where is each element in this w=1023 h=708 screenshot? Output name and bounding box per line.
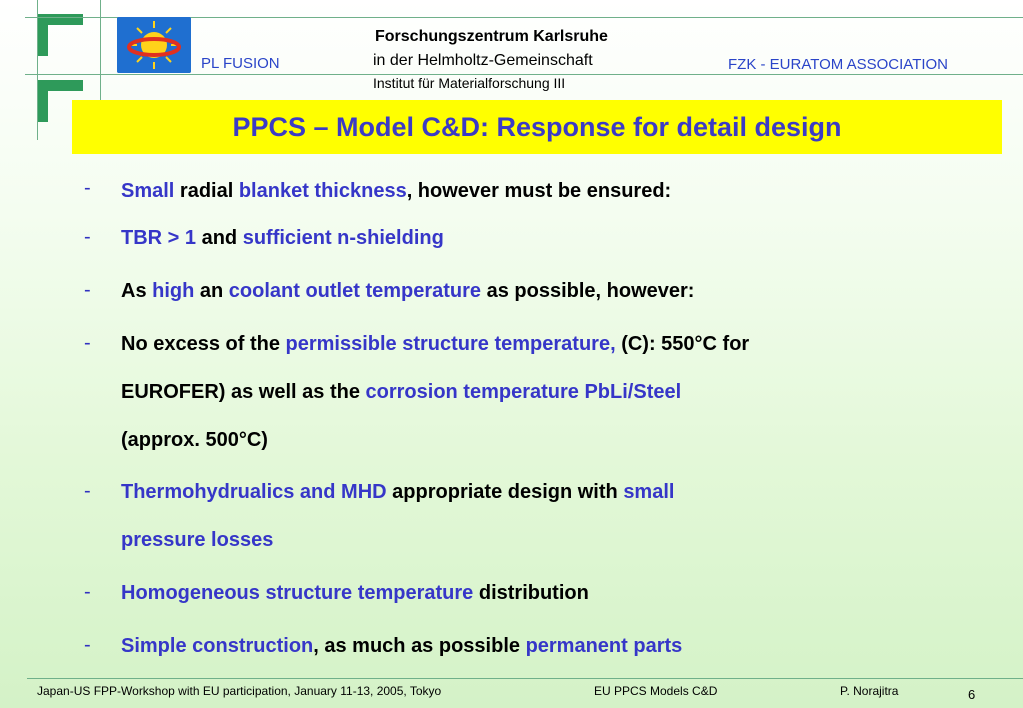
bullet-5-line-2 bbox=[121, 528, 273, 552]
institution-subtitle: in der Helmholtz-Gemeinschaft bbox=[373, 52, 593, 69]
bullet-7-part: permanent parts bbox=[525, 635, 683, 657]
bullet-1-part: blanket thickness bbox=[238, 180, 407, 202]
bullet-4-part: (C): 550°C for bbox=[615, 333, 750, 355]
bullet-3-part: coolant outlet temperature bbox=[228, 280, 482, 302]
bullet-4-part: corrosion temperature PbLi/Steel bbox=[365, 381, 682, 403]
bullet-4-part: EUROFER) as well as the bbox=[121, 381, 366, 403]
bullet-2 bbox=[121, 226, 444, 250]
bullet-1-part: , however must be ensured: bbox=[406, 180, 672, 202]
bullet-3-part: As bbox=[121, 280, 153, 302]
bullet-6-part: distribution bbox=[473, 582, 589, 604]
header-vline-right bbox=[100, 0, 101, 100]
pl-fusion-logo-icon bbox=[117, 17, 191, 73]
bullet-4-line-1 bbox=[121, 332, 749, 356]
bullet-3-part: as possible, however: bbox=[481, 280, 695, 302]
slide-title: PPCS – Model C&D: Response for detail design bbox=[232, 111, 842, 142]
bullet-dash: - bbox=[84, 581, 91, 603]
bullet-1 bbox=[121, 179, 671, 203]
bullet-4-line-2 bbox=[121, 380, 681, 404]
bullet-6 bbox=[121, 581, 589, 605]
bullet-5-part: pressure losses bbox=[121, 529, 274, 551]
bullet-1-part: radial bbox=[174, 180, 239, 202]
bullet-4-part: (approx. 500°C) bbox=[121, 429, 268, 451]
header-vline-left bbox=[37, 0, 38, 140]
bullet-7-part: Simple construction bbox=[121, 635, 314, 657]
bullet-5-part: small bbox=[623, 481, 675, 503]
bullet-5-part: Thermohydrualics and MHD bbox=[121, 481, 387, 503]
bullet-7-part: , as much as possible bbox=[313, 635, 526, 657]
bullet-2-part: TBR > 1 bbox=[121, 227, 197, 249]
institution-name: Forschungszentrum Karlsruhe bbox=[375, 28, 608, 45]
bullet-4-part: permissible structure temperature, bbox=[285, 333, 616, 355]
bullet-2-part: sufficient n-shielding bbox=[242, 227, 444, 249]
footer-author: P. Norajitra bbox=[840, 684, 899, 698]
bullet-6-part: Homogeneous structure temperature bbox=[121, 582, 474, 604]
bullet-3 bbox=[121, 279, 694, 303]
footer-line bbox=[27, 678, 1023, 679]
euratom-label: FZK - EURATOM ASSOCIATION bbox=[728, 56, 949, 73]
bullet-dash: - bbox=[84, 634, 91, 656]
bullet-1-part: Small bbox=[121, 180, 175, 202]
institute-name: Institut für Materialforschung III bbox=[373, 75, 566, 91]
slide-title-box bbox=[72, 100, 1002, 154]
bullet-4-line-3 bbox=[121, 428, 268, 452]
bullet-3-part: high bbox=[152, 280, 195, 302]
bullet-3-part: an bbox=[194, 280, 229, 302]
page-number: 6 bbox=[968, 687, 976, 702]
footer-event: Japan-US FPP-Workshop with EU participation, January 11-13, 2005, Tokyo bbox=[37, 684, 442, 698]
footer-topic: EU PPCS Models C&D bbox=[594, 684, 718, 698]
bullet-dash: - bbox=[84, 177, 91, 199]
bullet-dash: - bbox=[84, 332, 91, 354]
bullet-5-part: appropriate design with bbox=[386, 481, 624, 503]
bullet-7 bbox=[121, 634, 682, 658]
bullet-dash: - bbox=[84, 279, 91, 301]
bullet-2-part: and bbox=[196, 227, 243, 249]
bullet-4-part: No excess of the bbox=[121, 333, 286, 355]
fzk-logo-bottom-stem bbox=[37, 80, 48, 122]
bullet-5-line-1 bbox=[121, 480, 674, 504]
bullet-dash: - bbox=[84, 226, 91, 248]
pl-fusion-label: PL FUSION bbox=[201, 55, 280, 72]
fzk-logo-top-stem bbox=[37, 14, 48, 56]
bullet-dash: - bbox=[84, 480, 91, 502]
